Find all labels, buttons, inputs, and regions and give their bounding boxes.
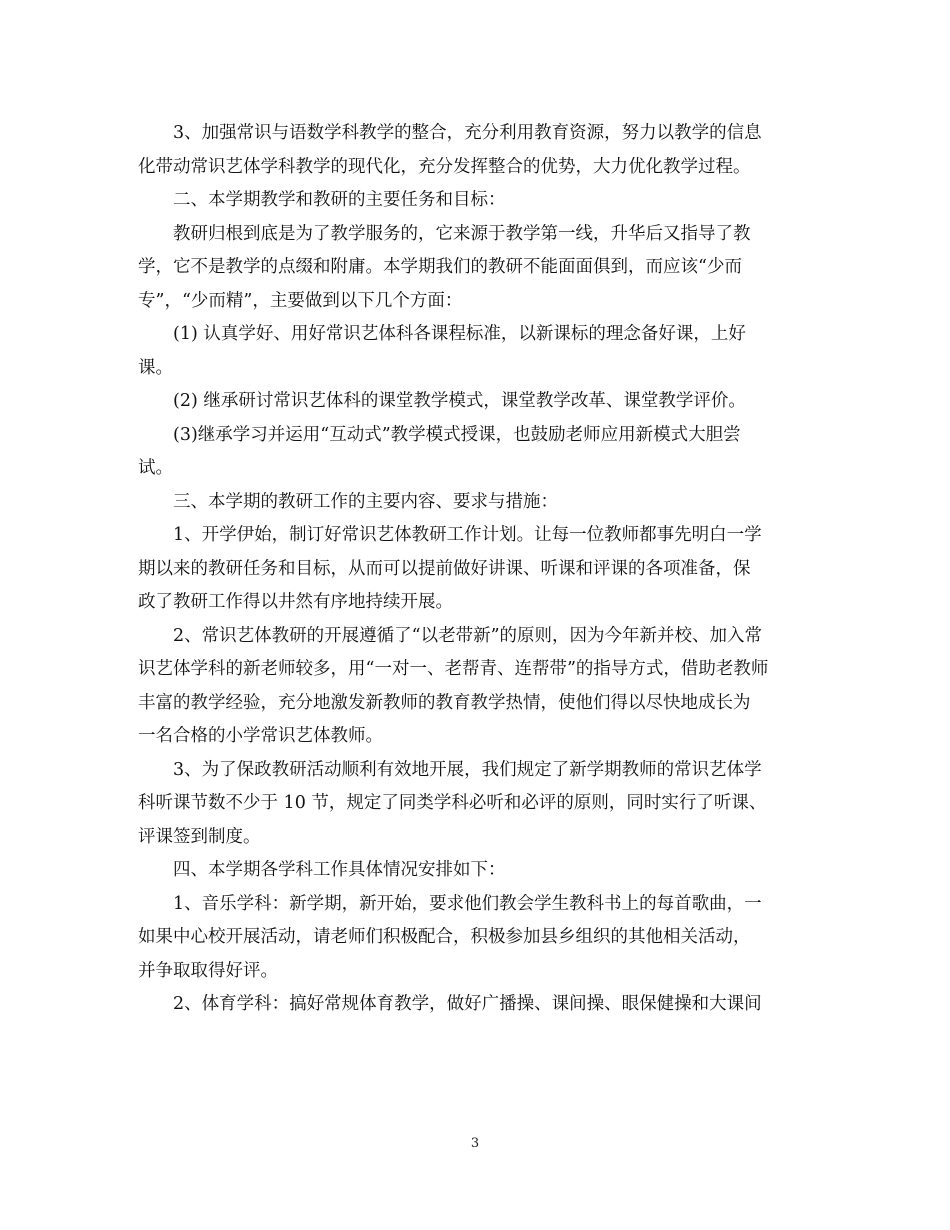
paragraph <box>138 519 798 620</box>
text-line: 政了教研工作得以井然有序地持续开展。 <box>138 592 453 612</box>
text-line: 试。 <box>138 458 173 478</box>
text-line: 科听课节数不少于 10 节，规定了同类学科必听和必评的原则，同时实行了听课、 <box>138 793 767 813</box>
text-line: 课。 <box>138 357 173 378</box>
text-line: 评课签到制度。 <box>138 826 261 847</box>
text-line: 2、体育学科：搞好常规体育教学，做好广播操、课间操、眼保健操和大课间 <box>173 994 762 1014</box>
paragraph <box>138 117 798 184</box>
paragraph <box>138 486 798 520</box>
paragraph <box>138 854 798 888</box>
text-line: 2、常识艺体教研的开展遵循了“以老带新”的原则，因为今年新并校、加入常 <box>173 625 763 646</box>
text-line: 3、为了保政教研活动顺利有效地开展，我们规定了新学期教师的常识艺体学 <box>173 759 762 780</box>
text-line: 三、本学期的教研工作的主要内容、要求与措施： <box>173 491 558 512</box>
paragraph <box>138 754 798 855</box>
paragraph <box>138 184 798 218</box>
text-line: 专”，“少而精”，主要做到以下几个方面： <box>138 290 463 311</box>
text-line: 并争取取得好评。 <box>138 960 278 981</box>
page-number: 3 <box>470 1136 480 1151</box>
text-line: (1) 认真学好、用好常识艺体科各课程标准，以新课标的理念备好课，上好 <box>173 324 746 344</box>
text-line: (3)继承学习并运用“互动式”教学模式授课，也鼓励老师应用新模式大胆尝 <box>173 424 741 445</box>
text-line: 1、开学伊始，制订好常识艺体教研工作计划。让每一位教师都事先明白一学 <box>173 525 762 545</box>
text-line: 二、本学期教学和教研的主要任务和目标： <box>173 190 506 210</box>
text-line: 教研归根到底是为了教学服务的，它来源于教学第一线，升华后又指导了教 <box>173 223 751 244</box>
paragraph <box>138 385 798 419</box>
paragraph <box>138 218 798 319</box>
paragraph <box>138 988 798 1022</box>
text-line: 如果中心校开展活动，请老师们积极配合，积极参加县乡组织的其他相关活动， <box>138 927 751 947</box>
paragraph <box>138 419 798 486</box>
paragraph <box>138 318 798 385</box>
text-line: (2) 继承研讨常识艺体科的课堂教学模式，课堂教学改革、课堂教学评价。 <box>173 391 746 411</box>
text-line: 化带动常识艺体学科教学的现代化，充分发挥整合的优势，大力优化教学过程。 <box>138 156 751 177</box>
text-line: 1、音乐学科：新学期，新开始，要求他们教会学生教科书上的每首歌曲，一 <box>173 893 762 914</box>
text-line: 期以来的教研任务和目标，从而可以提前做好讲课、听课和评课的各项准备，保 <box>138 558 751 579</box>
paragraph <box>138 888 798 989</box>
paragraph <box>138 620 798 754</box>
text-line: 一名合格的小学常识艺体教师。 <box>138 726 383 746</box>
text-line: 识艺体学科的新老师较多，用“一对一、老帮青、连帮带”的指导方式，借助老教师 <box>138 659 769 679</box>
text-line: 学，它不是教学的点缀和附庸。本学期我们的教研不能面面俱到，而应该“少而 <box>138 257 742 277</box>
body-text <box>138 117 798 1022</box>
text-line: 3、加强常识与语数学科教学的整合，充分利用教育资源，努力以教学的信息 <box>173 123 762 143</box>
text-line: 丰富的教学经验，充分地激发新教师的教育教学热情，使他们得以尽快地成长为 <box>138 692 751 713</box>
text-line: 四、本学期各学科工作具体情况安排如下： <box>173 860 506 880</box>
